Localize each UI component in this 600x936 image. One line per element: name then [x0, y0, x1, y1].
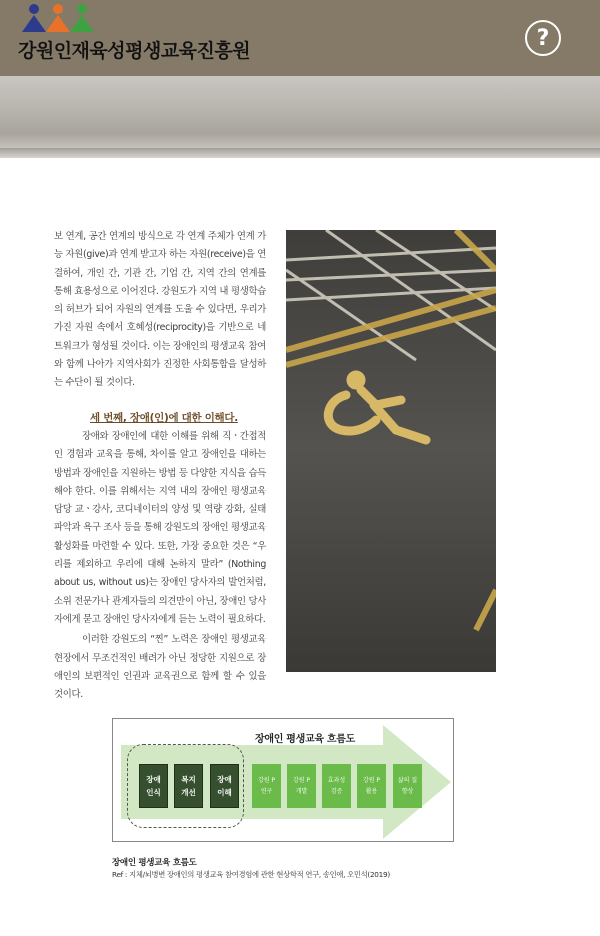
step-verification: 효과성 검증	[322, 764, 351, 808]
accessible-parking-icon	[286, 230, 496, 672]
flow-diagram	[112, 718, 454, 842]
section-heading: 세 번째, 장애(인)에 대한 이해다.	[90, 412, 238, 424]
org-name: 강원인재육성평생교육진흥원	[18, 40, 251, 62]
article-paragraph-3: 이러한 강원도의 “찐” 노력은 장애인 평생교육 현장에서 무조건적인 배려가 아닌 정당한 지원으로 장애인의 보편적인 인권과 교육권으로 함께 할 수 있을 것이다.	[54, 634, 266, 701]
step-research: 강원 P 연구	[252, 764, 281, 808]
document-page	[0, 158, 600, 936]
app-header	[0, 0, 600, 76]
parking-photo	[286, 230, 496, 672]
step-quality-of-life: 삶의 질 향상	[393, 764, 422, 808]
article-paragraph-2: 장애와 장애인에 대한 이해를 위해 직ㆍ간접적인 경험과 교육을 통해, 차이를 알고 장애인을 대하는 방법과 장애인을 지원하는 방법 등 다양한 지식을 습득해야 한다. 이를 위해서는 지역 내의 장애인 평생교육 담당 교ㆍ강사, 코디네이터의 양성 및 역량 강화, 실태 파악과 욕구 조사 등을 통해 강원도의 장애인 평생교육 활성화를 마련할 수 있다. 또한, 가장 중요한 것은 “우리를 제외하고 우리에 대해 논하지 말라” (Nothing about us, without us)는 장애인 당사자의 발언처럼, 소위 전문가나 관계자들의 의견만이 아닌, 장애인 당사자에게 묻고 장애인 당사자에게 듣는 노력이 필요하다.	[54, 431, 266, 625]
figure-caption: 장애인 평생교육 흐름도	[112, 858, 197, 868]
step-disability-understanding: 장애 이해	[210, 764, 239, 808]
header-banner-image	[0, 76, 600, 158]
article-paragraph-1: 보 연계, 공간 연계의 방식으로 각 연계 주체가 연계 가능 자원(give)과 연계 받고자 하는 자원(receive)을 연결하여, 개인 간, 기관 간, 기업 간, 지역 간의 연계를 통해 효용성으로 이어진다. 강원도가 지역 내 평생학습의 허브가 되어 자원의 연계를 도울 수 있다면, 우리가 가진 자원 속에서 호혜성(reciprocity)을 기반으로 네트워크가 형성될 것이다. 이는 장애인의 평생교육 참여와 함께 나아가 지역사회가 진정한 사회통합을 달성하는 수단이 될 것이다.	[54, 231, 266, 389]
help-button[interactable]: ?	[525, 20, 561, 56]
step-welfare-improvement: 복지 개선	[174, 764, 203, 808]
figure-reference: Ref : 지체/뇌병변 장애인의 평생교육 참여경험에 관한 현상학적 연구, 송인애, 오민석(2019)	[112, 870, 390, 879]
step-development: 강원 P 개발	[287, 764, 316, 808]
diagram-title: 장애인 평생교육 흐름도	[255, 734, 355, 745]
step-utilization: 강원 P 활용	[357, 764, 386, 808]
article-body-2	[54, 428, 266, 704]
step-disability-awareness: 장애 인식	[139, 764, 168, 808]
logo-icon	[20, 2, 100, 38]
